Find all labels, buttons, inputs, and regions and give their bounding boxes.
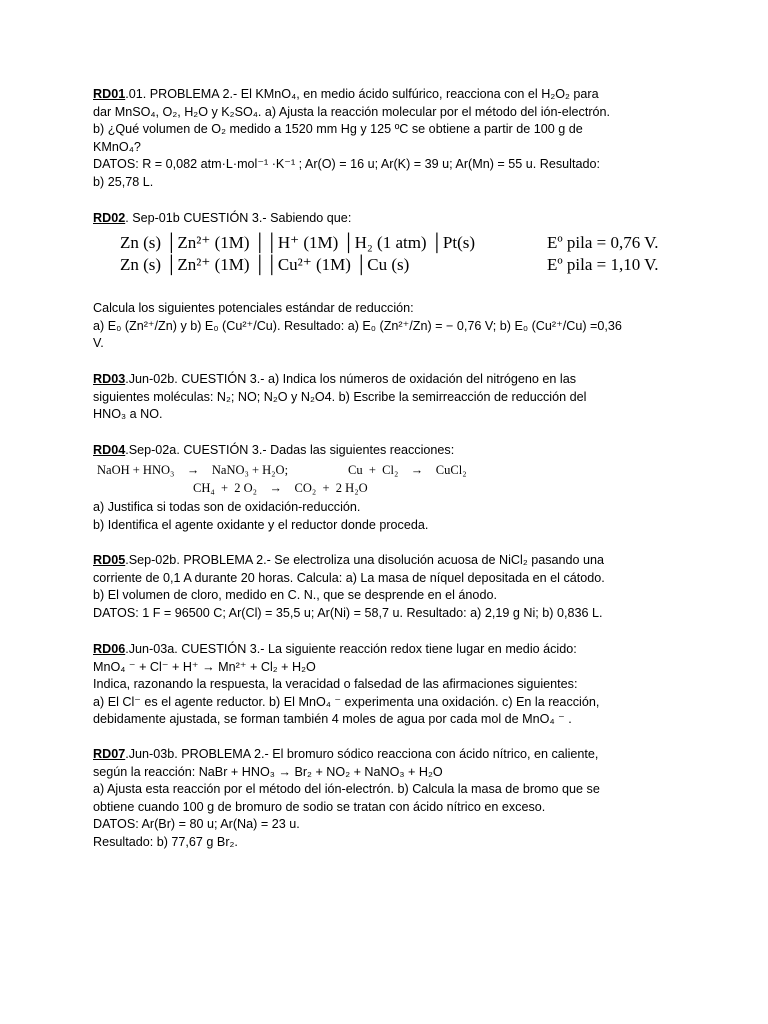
problem-code: RD05 bbox=[93, 553, 126, 567]
problem-text-line: corriente de 0,1 A durante 20 horas. Calcula: a) La masa de níquel depositada en el cátodo. bbox=[93, 570, 605, 585]
cell-notation: Zn (s) │Zn²⁺ (1M) ││H⁺ (1M) │H₂ (1 atm) │Pt(s) bbox=[120, 233, 476, 252]
problem-text-line: DATOS: Ar(Br) = 80 u; Ar(Na) = 23 u. bbox=[93, 817, 300, 832]
cell-notation: Zn (s) │Zn²⁺ (1M) ││Cu²⁺ (1M) │Cu (s) bbox=[120, 255, 410, 274]
problem-text-line: Indica, razonando la respuesta, la veracidad o falsedad de las afirmaciones siguientes: bbox=[93, 677, 578, 692]
problem-text-line: RD01.01. PROBLEMA 2.- El KMnO₄, en medio ácido sulfúrico, reacciona con el H₂O₂ para bbox=[93, 87, 599, 101]
problem-text-line: debidamente ajustada, se forman también 4 moles de agua por cada mol de MnO₄ ⁻ . bbox=[93, 712, 572, 727]
problem-text-line: RD06.Jun-03a. CUESTIÓN 3.- La siguiente reacción redox tiene lugar en medio ácido: bbox=[93, 642, 577, 656]
problem-text-line: RD05.Sep-02b. PROBLEMA 2.- Se electroliza una disolución acuosa de NiCl₂ pasando una bbox=[93, 553, 605, 567]
problem-text-line: MnO₄ ⁻ + Cl⁻ + H⁺ → Mn²⁺ + Cl₂ + H₂O bbox=[93, 659, 316, 674]
problem-text-line: obtiene cuando 100 g de bromuro de sodio se tratan con ácido nítrico en exceso. bbox=[93, 799, 546, 814]
problem-rd03 bbox=[93, 371, 673, 424]
problem-text-line: Resultado: b) 77,67 g Br₂. bbox=[93, 834, 238, 849]
problem-text-line: HNO₃ a NO. bbox=[93, 407, 163, 422]
problem-code: RD04 bbox=[93, 443, 126, 457]
problem-rd04 bbox=[93, 442, 673, 460]
problem-rd06 bbox=[93, 641, 673, 729]
problem-rd01 bbox=[93, 86, 673, 192]
problem-code: RD07 bbox=[93, 747, 126, 761]
problem-rd04-continued bbox=[93, 499, 673, 534]
cell-notation-row bbox=[120, 233, 660, 255]
problem-text-line: a) Justifica si todas son de oxidación-reducción. bbox=[93, 500, 361, 514]
reaction-equation: Cu + Cl₂ → CuCl₂ bbox=[348, 463, 467, 477]
problem-text-line: RD03.Jun-02b. CUESTIÓN 3.- a) Indica los números de oxidación del nitrógeno en las bbox=[93, 372, 577, 386]
reaction-equation: NaOH + HNO₃ → NaNO₃ + H₂O; bbox=[97, 463, 289, 477]
reaction-equation: CH₄ + 2 O₂ → CO₂ + 2 H₂O bbox=[193, 481, 368, 495]
problem-text-line: a) El Cl⁻ es el agente reductor. b) El MnO₄ ⁻ experimenta una oxidación. c) En la reacción, bbox=[93, 694, 600, 709]
problem-text-line: DATOS: 1 F = 96500 C; Ar(Cl) = 35,5 u; Ar(Ni) = 58,7 u. Resultado: a) 2,19 g Ni; b) 0,836 L. bbox=[93, 605, 603, 620]
problem-text-line: V. bbox=[93, 336, 104, 351]
problem-rd05 bbox=[93, 552, 673, 622]
problem-text-line: RD07.Jun-03b. PROBLEMA 2.- El bromuro sódico reacciona con ácido nítrico, en caliente, bbox=[93, 747, 599, 761]
problem-text-line: siguientes moléculas: N₂; NO; N₂O y N₂O4. b) Escribe la semirreacción de reducción del bbox=[93, 389, 587, 404]
cell-potential: Eº pila = 1,10 V. bbox=[547, 255, 659, 274]
cell-notation-block bbox=[120, 233, 660, 277]
problem-text-line: DATOS: R = 0,082 atm·L·mol⁻¹ ·K⁻¹ ; Ar(O) = 16 u; Ar(K) = 39 u; Ar(Mn) = 55 u. Resultado: bbox=[93, 157, 600, 172]
problem-code: RD02 bbox=[93, 211, 126, 225]
problem-code: RD06 bbox=[93, 642, 126, 656]
cell-potential: Eº pila = 0,76 V. bbox=[547, 233, 659, 252]
problem-text-line: b) Identifica el agente oxidante y el reductor donde proceda. bbox=[93, 517, 429, 532]
problem-text-line: a) E₀ (Zn²⁺/Zn) y b) E₀ (Cu²⁺/Cu). Resultado: a) E₀ (Zn²⁺/Zn) = − 0,76 V; b) E₀ (Cu²⁺/Cu) =0,36 bbox=[93, 318, 622, 333]
problem-text-line: Calcula los siguientes potenciales estándar de reducción: bbox=[93, 301, 414, 315]
problem-text-line: RD04.Sep-02a. CUESTIÓN 3.- Dadas las siguientes reacciones: bbox=[93, 443, 455, 457]
problem-text-line: dar MnSO₄, O₂, H₂O y K₂SO₄. a) Ajusta la reacción molecular por el método del ión-electrón. bbox=[93, 104, 611, 119]
problem-code: RD03 bbox=[93, 372, 126, 386]
problem-text-line: a) Ajusta esta reacción por el método del ión-electrón. b) Calcula la masa de bromo que se bbox=[93, 782, 600, 797]
problem-text-line: KMnO₄? bbox=[93, 139, 141, 154]
problem-rd07 bbox=[93, 746, 673, 852]
problem-text-line: b) El volumen de cloro, medido en C. N., que se desprende en el ánodo. bbox=[93, 588, 497, 603]
problem-text-line: b) ¿Qué volumen de O₂ medido a 1520 mm Hg y 125 ºC se obtiene a partir de 100 g de bbox=[93, 122, 583, 137]
problem-text-line: según la reacción: NaBr + HNO₃ → Br₂ + NO₂ + NaNO₃ + H₂O bbox=[93, 764, 443, 779]
problem-text-line: b) 25,78 L. bbox=[93, 174, 154, 189]
problem-rd02-continued bbox=[93, 300, 673, 353]
cell-notation-row bbox=[120, 255, 660, 277]
problem-text-line: RD02. Sep-01b CUESTIÓN 3.- Sabiendo que: bbox=[93, 211, 352, 225]
problem-rd02 bbox=[93, 210, 673, 228]
problem-code: RD01 bbox=[93, 87, 126, 101]
